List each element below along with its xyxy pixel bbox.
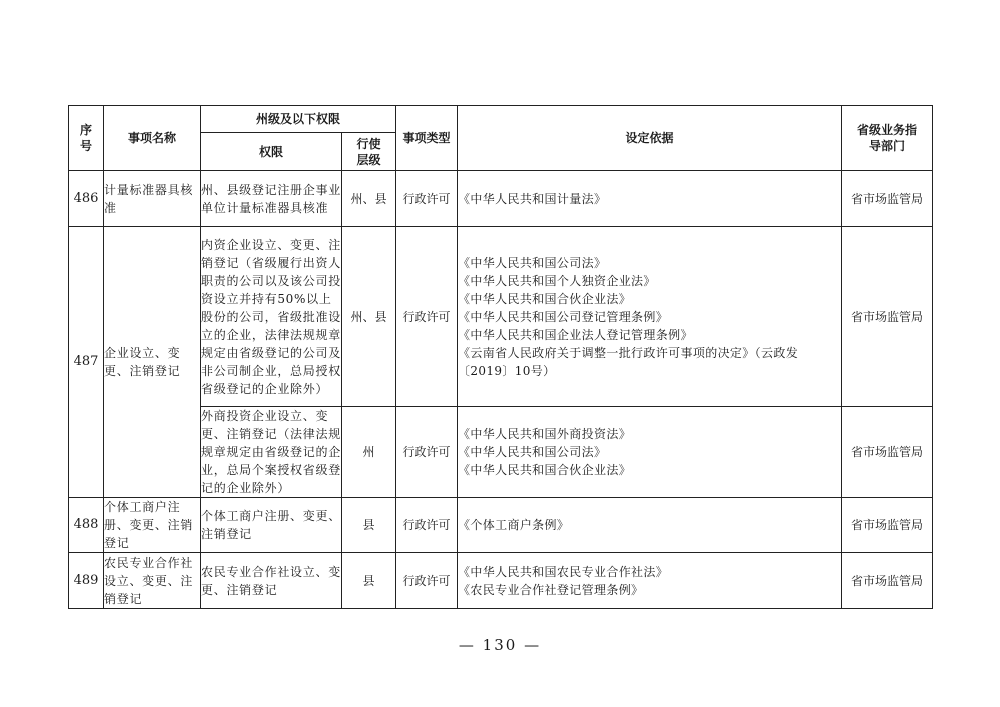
- basis-line: 《中华人民共和国个人独资企业法》: [458, 273, 656, 288]
- basis-list: [458, 171, 842, 227]
- department: 省市场监管局: [842, 227, 933, 407]
- basis-line: 《中华人民共和国外商投资法》: [458, 427, 632, 441]
- item-type: 行政许可: [396, 498, 458, 553]
- department: 省市场监管局: [842, 498, 933, 553]
- header-basis: 设定依据: [458, 106, 842, 171]
- authority-text: 内资企业设立、变更、注销登记（省级履行出资人职责的公司以及该公司投资设立并持有50%以上股份的公司，省级批准设立的企业，法律法规规章规定由省级登记的公司及非公司制企业，总局授权省级登记的企业除外）: [201, 227, 342, 407]
- item-name: 农民专业合作社设立、变更、注销登记: [104, 553, 201, 609]
- header-level: 行使层级: [342, 133, 396, 171]
- permissions-table: [68, 105, 933, 609]
- basis-line: 《云南省人民政府关于调整一批行政许可事项的决定》（云政发〔2019〕10号）: [458, 345, 799, 378]
- basis-line: 《中华人民共和国农民专业合作社法》: [458, 564, 669, 579]
- header-seq: 序号: [69, 106, 104, 171]
- basis-list: [458, 498, 842, 553]
- table-row: [69, 227, 933, 407]
- basis-list: [458, 553, 842, 609]
- level: 县: [342, 553, 396, 609]
- level: 州: [342, 407, 396, 498]
- basis-line: 《个体工商户条例》: [458, 518, 570, 532]
- header-item-name: 事项名称: [104, 106, 201, 171]
- basis-line: 《农民专业合作社登记管理条例》: [458, 582, 644, 597]
- item-type: 行政许可: [396, 553, 458, 609]
- item-name: 企业设立、变更、注销登记: [104, 227, 201, 498]
- row-number: 487: [69, 227, 104, 498]
- table-row: [69, 171, 933, 227]
- header-type: 事项类型: [396, 106, 458, 171]
- basis-line: 《中华人民共和国计量法》: [458, 191, 607, 206]
- basis-list: [458, 227, 842, 407]
- header-authority: 权限: [201, 133, 342, 171]
- level: 州、县: [342, 171, 396, 227]
- department: 省市场监管局: [842, 407, 933, 498]
- item-type: 行政许可: [396, 227, 458, 407]
- basis-line: 《中华人民共和国公司法》: [458, 445, 607, 459]
- basis-list: [458, 407, 842, 498]
- department: 省市场监管局: [842, 171, 933, 227]
- basis-line: 《中华人民共和国企业法人登记管理条例》: [458, 327, 693, 342]
- header-authority-group: 州级及以下权限: [201, 106, 396, 133]
- table-row: [69, 498, 933, 553]
- authority-text: 农民专业合作社设立、变更、注销登记: [201, 553, 342, 609]
- basis-line: 《中华人民共和国合伙企业法》: [458, 291, 632, 306]
- row-number: 488: [69, 498, 104, 553]
- authority-text: 州、县级登记注册企事业单位计量标准器具核准: [201, 171, 342, 227]
- item-type: 行政许可: [396, 407, 458, 498]
- department: 省市场监管局: [842, 553, 933, 609]
- row-number: 486: [69, 171, 104, 227]
- item-name: 计量标准器具核准: [104, 171, 201, 227]
- item-type: 行政许可: [396, 171, 458, 227]
- basis-line: 《中华人民共和国合伙企业法》: [458, 463, 632, 477]
- item-name: 个体工商户注册、变更、注销登记: [104, 498, 201, 553]
- level: 县: [342, 498, 396, 553]
- basis-line: 《中华人民共和国公司登记管理条例》: [458, 309, 669, 324]
- page-number: — 130 —: [458, 636, 542, 654]
- authority-text: 外商投资企业设立、变更、注销登记（法律法规规章规定由省级登记的企业，总局个案授权省级登记的企业除外）: [201, 407, 342, 498]
- authority-text: 个体工商户注册、变更、注销登记: [201, 498, 342, 553]
- row-number: 489: [69, 553, 104, 609]
- table-row: [69, 553, 933, 609]
- header-dept: 省级业务指导部门: [842, 106, 933, 171]
- level: 州、县: [342, 227, 396, 407]
- basis-line: 《中华人民共和国公司法》: [458, 255, 607, 270]
